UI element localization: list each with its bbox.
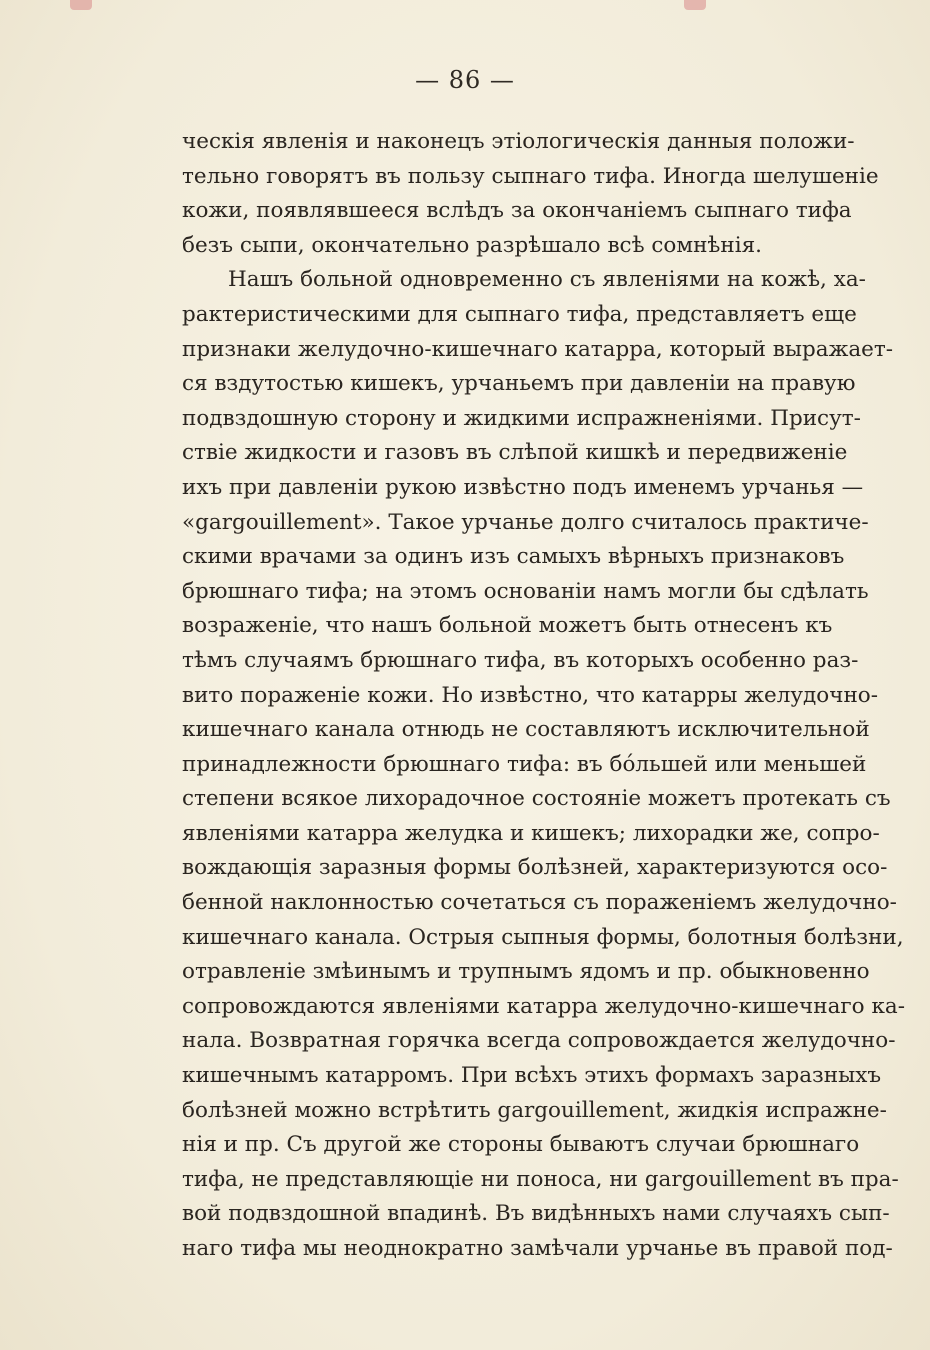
text-line: вождающія заразныя формы болѣзней, характеризуются осо-: [182, 855, 888, 881]
body-text: [182, 125, 905, 1267]
text-line: болѣзней можно встрѣтить gargouillement, жидкія испражне-: [182, 1097, 887, 1123]
text-line: кишечнаго канала отнюдь не составляютъ исключительной: [182, 717, 870, 743]
text-line: вито пораженіе кожи. Но извѣстно, что катарры желудочно-: [182, 682, 878, 708]
text-line: ствіе жидкости и газовъ въ слѣпой кишкѣ и передвиженіе: [182, 440, 848, 466]
text-line: возраженіе, что нашъ больной можетъ быть отнесенъ къ: [182, 613, 833, 639]
text-line: бенной наклонностью сочетаться съ пораженіемъ желудочно-: [182, 890, 897, 916]
text-line: явленіями катарра желудка и кишекъ; лихорадки же, сопро-: [182, 820, 880, 846]
text-line: принадлежности брюшнаго тифа: въ бо́льшей или меньшей: [182, 751, 867, 777]
text-line: безъ сыпи, окончательно разрѣшало всѣ сомнѣнія.: [182, 232, 762, 258]
text-line: отравленіе змѣинымъ и трупнымъ ядомъ и пр. обыкновенно: [182, 959, 870, 985]
text-line: наго тифа мы неоднократно замѣчали урчанье въ правой под-: [182, 1236, 893, 1261]
text-line: ческія явленія и наконецъ этіологическія данныя положи-: [182, 129, 855, 154]
text-line: тифа, не представляющіе ни поноса, ни gargouillement въ пра-: [182, 1166, 899, 1192]
text-line: Нашъ больной одновременно съ явленіями на кожѣ, ха-: [228, 267, 866, 293]
edge-stain: [684, 0, 706, 10]
text-line: кишечнаго канала. Острыя сыпныя формы, болотныя болѣзни,: [182, 924, 904, 950]
text-line: сопровождаются явленіями катарра желудочно-кишечнаго ка-: [182, 993, 905, 1019]
page-number: — 86 —: [415, 66, 515, 94]
paragraph-1: [182, 125, 879, 263]
text-line: кишечнымъ катарромъ. При всѣхъ этихъ формахъ заразныхъ: [182, 1063, 882, 1089]
text-line: скими врачами за одинъ изъ самыхъ вѣрныхъ признаковъ: [182, 544, 845, 570]
text-line: ся вздутостью кишекъ, урчаньемъ при давленіи на правую: [182, 371, 856, 397]
text-line: нія и пр. Съ другой же стороны бываютъ случаи брюшнаго: [182, 1132, 860, 1158]
text-line: рактеристическими для сыпнаго тифа, представляетъ еще: [182, 301, 857, 327]
text-line: брюшнаго тифа; на этомъ основаніи намъ могли бы сдѣлать: [182, 578, 869, 604]
text-line: степени всякое лихорадочное состояніе можетъ протекать съ: [182, 786, 891, 812]
text-line: тельно говорятъ въ пользу сыпнаго тифа. Иногда шелушеніе: [182, 163, 879, 189]
text-line: ихъ при давленіи рукою извѣстно подъ именемъ урчанья —: [182, 474, 864, 500]
text-line: признаки желудочно-кишечнаго катарра, который выражает-: [182, 336, 894, 362]
text-line: нала. Возвратная горячка всегда сопровождается желудочно-: [182, 1028, 896, 1054]
text-line: тѣмъ случаямъ брюшнаго тифа, въ которыхъ особенно раз-: [182, 647, 859, 673]
text-line: «gargouillement». Такое урчанье долго считалось практиче-: [182, 509, 869, 535]
text-line: кожи, появлявшееся вслѣдъ за окончаніемъ сыпнаго тифа: [182, 198, 852, 224]
paragraph-2: [182, 263, 905, 1266]
text-line: подвздошную сторону и жидкими испражненіями. Присут-: [182, 405, 861, 431]
text-line: вой подвздошной впадинѣ. Въ видѣнныхъ нами случаяхъ сып-: [182, 1201, 890, 1227]
edge-stain: [70, 0, 92, 10]
